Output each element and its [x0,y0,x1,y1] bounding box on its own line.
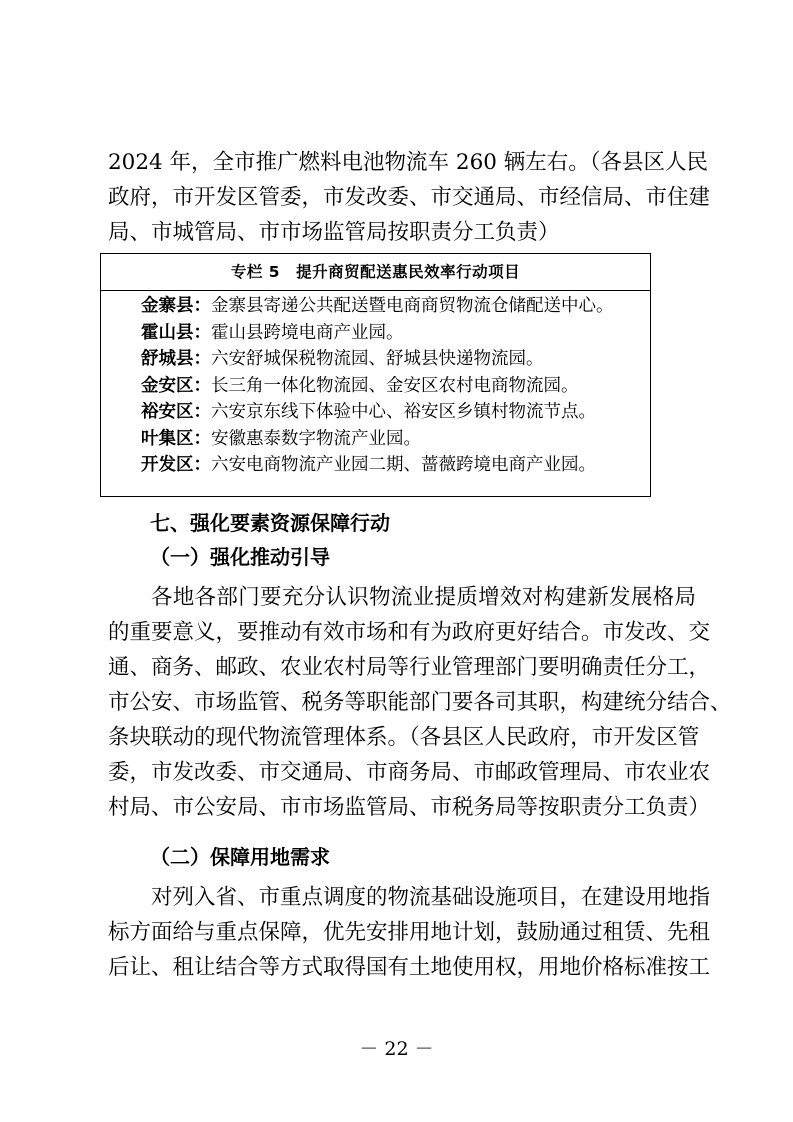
item-text: 霍山县跨境电商产业园。 [211,322,404,343]
county-label: 叶集区： [141,428,211,449]
county-label: 金寨县： [141,296,211,316]
county-label: 霍山县： [141,322,211,343]
county-label: 裕安区： [141,402,211,422]
item-text: 六安京东线下体验中心、裕安区乡镇村物流节点。 [211,402,596,422]
list-item [107,399,650,426]
intro-paragraph [108,145,711,250]
section-heading: 七、强化要素资源保障行动 [150,511,390,535]
item-text: 六安舒城保税物流园、舒城县快递物流园。 [211,349,544,369]
list-item [107,426,650,453]
county-label: 舒城县： [141,349,211,369]
text-line: 局、市城管局、市市场监管局按职责分工负责） [108,220,560,245]
project-box [100,253,651,497]
list-item [107,373,650,400]
page-number: － 22 － [359,1038,434,1060]
box-title: 专栏 5 提升商贸配送惠民效率行动项目 [101,254,650,291]
county-label: 金安区： [141,375,211,396]
text-line: 条块联动的现代物流管理体系。（各县区人民政府，市开发区管 [108,725,700,750]
list-item [107,320,650,347]
list-item [107,346,650,373]
body-paragraph [108,580,732,825]
item-text: 金寨县寄递公共配送暨电商商贸物流仓储配送中心。 [211,296,614,316]
text-line: 委，市发改委、市交通局、市商务局、市邮政管理局、市农业农 [108,760,711,785]
list-item [107,293,647,320]
text-line: 2024 年，全市推广燃料电池物流车 260 辆左右。（各县区人民 [108,150,709,175]
text-line: 市公安、市场监管、税务等职能部门要各司其职，构建统分结合、 [108,690,732,715]
list-item [107,452,650,479]
text-line: 的重要意义，要推动有效市场和有为政府更好结合。市发改、交 [108,620,711,645]
box-body [101,291,650,479]
item-text: 六安电商物流产业园二期、蔷薇跨境电商产业园。 [211,455,596,475]
county-label: 开发区： [141,455,211,475]
text-line: 政府，市开发区管委，市发改委、市交通局、市经信局、市住建 [108,185,711,210]
subsection-heading: （一）强化推动引导 [150,545,330,569]
text-line: 各地各部门要充分认识物流业提质增效对构建新发展格局 [151,585,696,610]
subsection-heading: （二）保障用地需求 [150,845,330,869]
item-text: 安徽惠泰数字物流产业园。 [211,428,421,449]
text-line: 村局、市公安局、市市场监管局、市税务局等按职责分工负责） [108,795,711,820]
item-text: 长三角一体化物流园、金安区农村电商物流园。 [211,375,579,396]
body-paragraph [108,880,711,985]
text-line: 后让、租让结合等方式取得国有土地使用权，用地价格标准按工 [108,955,711,980]
text-line: 标方面给与重点保障，优先安排用地计划，鼓励通过租赁、先租 [108,920,711,945]
text-line: 对列入省、市重点调度的物流基础设施项目，在建设用地指 [151,885,711,910]
text-line: 通、商务、邮政、农业农村局等行业管理部门要明确责任分工， [108,655,711,680]
